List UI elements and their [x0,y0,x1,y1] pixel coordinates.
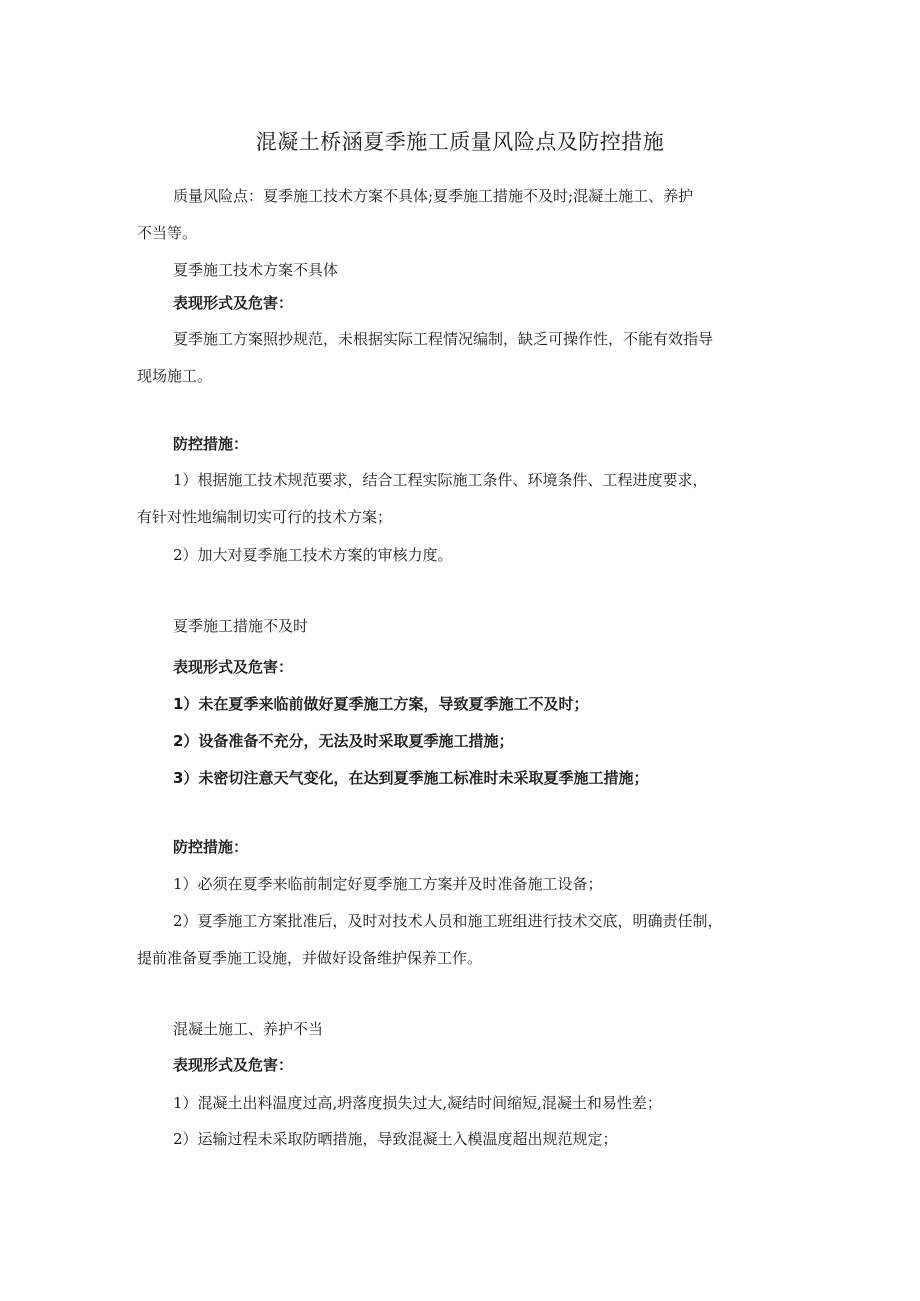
section1-manifest-label: 表现形式及危害： [173,294,294,312]
section2-manifest-item-3: 3）未密切注意天气变化，在达到夏季施工标准时未采取夏季施工措施； [173,769,649,787]
section3-manifest-label: 表现形式及危害： [173,1056,294,1074]
section2-manifest-item-2: 2）设备准备不充分，无法及时采取夏季施工措施； [173,732,514,750]
section2-control-label: 防控措施： [173,838,249,856]
document-title: 混凝土桥涵夏季施工质量风险点及防控措施 [255,130,665,154]
section1-control-item-2: 2）加大对夏季施工技术方案的审核力度。 [173,546,453,564]
section2-heading: 夏季施工措施不及时 [173,617,309,635]
section1-manifest-line-1: 夏季施工方案照抄规范，未根据实际工程情况编制，缺乏可操作性，不能有效指导 [173,330,714,348]
section2-control-item-2-line-1: 2）夏季施工方案批准后，及时对技术人员和施工班组进行技术交底，明确责任制， [173,912,723,930]
section2-control-item-2-line-2: 提前准备夏季施工设施，并做好设备维护保养工作。 [137,949,483,967]
section1-control-item-1-line-2: 有针对性地编制切实可行的技术方案； [137,508,393,526]
section1-heading: 夏季施工技术方案不具体 [173,261,339,279]
section3-manifest-item-1: 1）混凝土出料温度过高,坍落度损失过大,凝结时间缩短,混凝土和易性差； [173,1094,662,1112]
section1-control-item-1-line-1: 1）根据施工技术规范要求，结合工程实际施工条件、环境条件、工程进度要求， [173,471,708,489]
intro-line-1: 质量风险点：夏季施工技术方案不具体;夏季施工措施不及时;混凝土施工、养护 [173,187,694,205]
section3-heading: 混凝土施工、养护不当 [173,1020,324,1038]
section2-manifest-item-1: 1）未在夏季来临前做好夏季施工方案，导致夏季施工不及时； [173,695,589,713]
section2-manifest-label: 表现形式及危害： [173,658,294,676]
section2-control-item-1: 1）必须在夏季来临前制定好夏季施工方案并及时准备施工设备； [173,875,603,893]
section3-manifest-item-2: 2）运输过程未采取防晒措施，导致混凝土入模温度超出规范规定； [173,1130,618,1148]
intro-line-2: 不当等。 [137,224,198,242]
section1-manifest-line-2: 现场施工。 [137,367,213,385]
section1-control-label: 防控措施： [173,435,249,453]
